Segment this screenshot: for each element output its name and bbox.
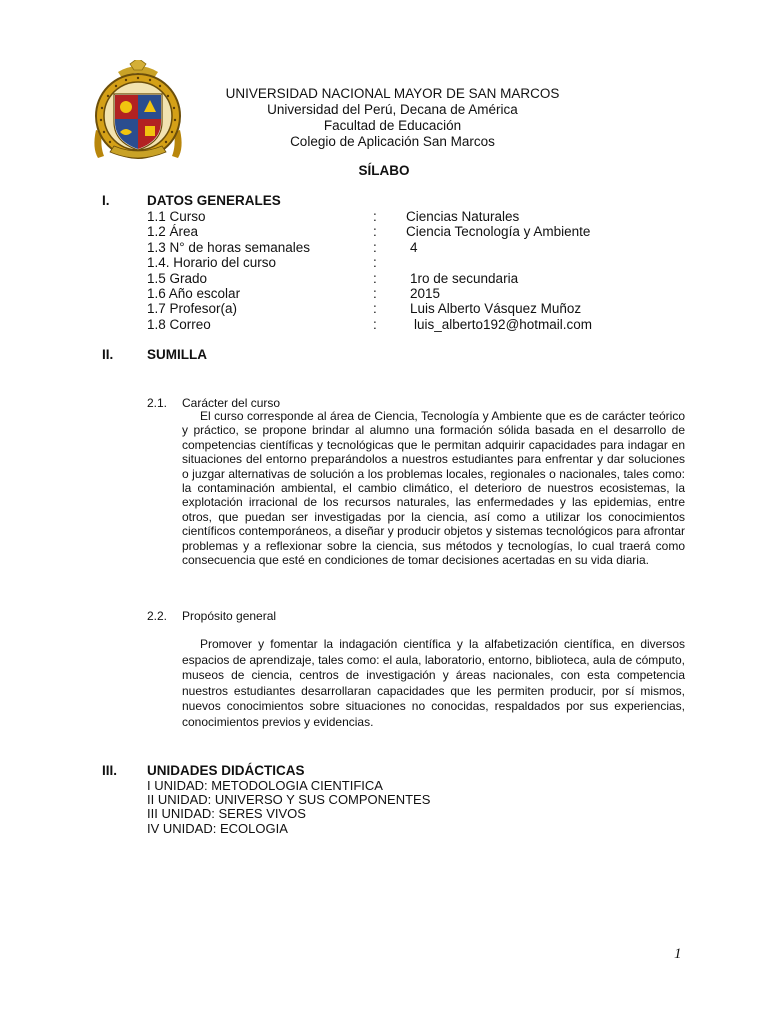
data-label: 1.1 Curso bbox=[147, 209, 206, 224]
data-value: Ciencia Tecnología y Ambiente bbox=[406, 224, 591, 240]
data-value: 1ro de secundaria bbox=[410, 270, 519, 286]
document-title: SÍLABO bbox=[358, 163, 410, 178]
data-separator: : bbox=[373, 285, 377, 301]
list-item: II UNIDAD: UNIVERSO Y SUS COMPONENTES bbox=[147, 792, 431, 808]
school-name: Colegio de Aplicación San Marcos bbox=[290, 134, 495, 149]
data-separator: : bbox=[373, 301, 377, 317]
subsection-number: 2.2. bbox=[147, 609, 168, 623]
paragraph-text: Promover y fomentar la indagación científica y la alfabetización científica, en diversos espacios de aprendizaje, tales como: el aula, laboratorio, entorno, biblioteca, aula de cómputo, museos de ciencia, centros de investigación y áreas nacionales, con esta competencia nuestros estudiantes desarrollaran capacidades que les permiten producir, por sí mismos, nuevos conocimientos sobre situaciones no conocidas, respaldados por sus experiencias, conocimientos previos y evidencias. bbox=[182, 637, 685, 729]
section-title: SUMILLA bbox=[147, 347, 207, 362]
data-label: 1.7 Profesor(a) bbox=[147, 301, 238, 317]
university-seal-icon bbox=[88, 60, 188, 164]
data-label: 1.8 Correo bbox=[147, 316, 211, 332]
page-number: 1 bbox=[674, 946, 682, 962]
university-subtitle: Universidad del Perú, Decana de América bbox=[267, 102, 518, 117]
data-label: 1.6 Año escolar bbox=[147, 285, 241, 301]
section-number: II. bbox=[102, 347, 114, 362]
list-item: III UNIDAD: SERES VIVOS bbox=[147, 806, 306, 822]
list-item: I UNIDAD: METODOLOGIA CIENTIFICA bbox=[147, 778, 383, 793]
data-separator: : bbox=[373, 270, 377, 286]
institution-header bbox=[180, 86, 605, 150]
data-label: 1.3 N° de horas semanales bbox=[147, 239, 310, 255]
data-value: 2015 bbox=[410, 285, 441, 301]
data-value: 4 bbox=[410, 239, 418, 255]
list-item: IV UNIDAD: ECOLOGIA bbox=[147, 820, 288, 836]
subsection-number: 2.1. bbox=[147, 396, 168, 410]
data-value: Ciencias Naturales bbox=[406, 209, 520, 224]
data-label: 1.2 Área bbox=[147, 224, 199, 240]
section-number: III. bbox=[102, 763, 118, 778]
email-value: luis_alberto192@hotmail.com bbox=[414, 316, 593, 332]
university-name: UNIVERSIDAD NACIONAL MAYOR DE SAN MARCOS bbox=[225, 86, 560, 101]
section-title: DATOS GENERALES bbox=[147, 193, 281, 208]
faculty-name: Facultad de Educación bbox=[323, 118, 462, 133]
units-list bbox=[147, 779, 430, 836]
data-value: Luis Alberto Vásquez Muñoz bbox=[410, 301, 582, 317]
section-title: UNIDADES DIDÁCTICAS bbox=[147, 763, 305, 778]
data-separator: : bbox=[373, 316, 377, 332]
data-label: 1.4. Horario del curso bbox=[147, 255, 277, 271]
data-separator: : bbox=[373, 255, 377, 271]
subsection-title: Propósito general bbox=[182, 609, 277, 623]
course-character-paragraph bbox=[182, 409, 685, 567]
subsection-title: Carácter del curso bbox=[182, 396, 281, 410]
data-separator: : bbox=[373, 239, 377, 255]
general-purpose-paragraph bbox=[182, 637, 685, 731]
paragraph-text: El curso corresponde al área de Ciencia, Tecnología y Ambiente que es de carácter teórico y práctico, se propone brindar al alumno una formación sólida basada en el desarrollo de competencias científicas y tecnológicas que le permitan adquirir capacidades para indagar en situaciones del entorno preparándolos a nuestros estudiantes para enfrentar y dar soluciones o juzgar alternativas de solución a los problemas locales, regionales o nacionales, tales como: la contaminación ambiental, el cambio climático, el deterioro de nuestros ecosistemas, la explotación irracional de los recursos naturales, las enfermedades y las epidemias, entre otros, que puedan ser investigadas por la ciencia, así como a utilizar los conocimientos científicos contemporáneos, a diseñar y producir objetos y sistemas tecnológicos para afrontar problemas y a reflexionar sobre la ciencia, sus métodos y tecnologías, lo cual traerá como consecuencia que esté en condiciones de tomar decisiones acertadas en su vida diaria. bbox=[182, 409, 685, 568]
data-separator: : bbox=[373, 224, 377, 240]
data-separator: : bbox=[373, 209, 377, 224]
section-number: I. bbox=[102, 193, 110, 208]
data-label: 1.5 Grado bbox=[147, 270, 208, 286]
